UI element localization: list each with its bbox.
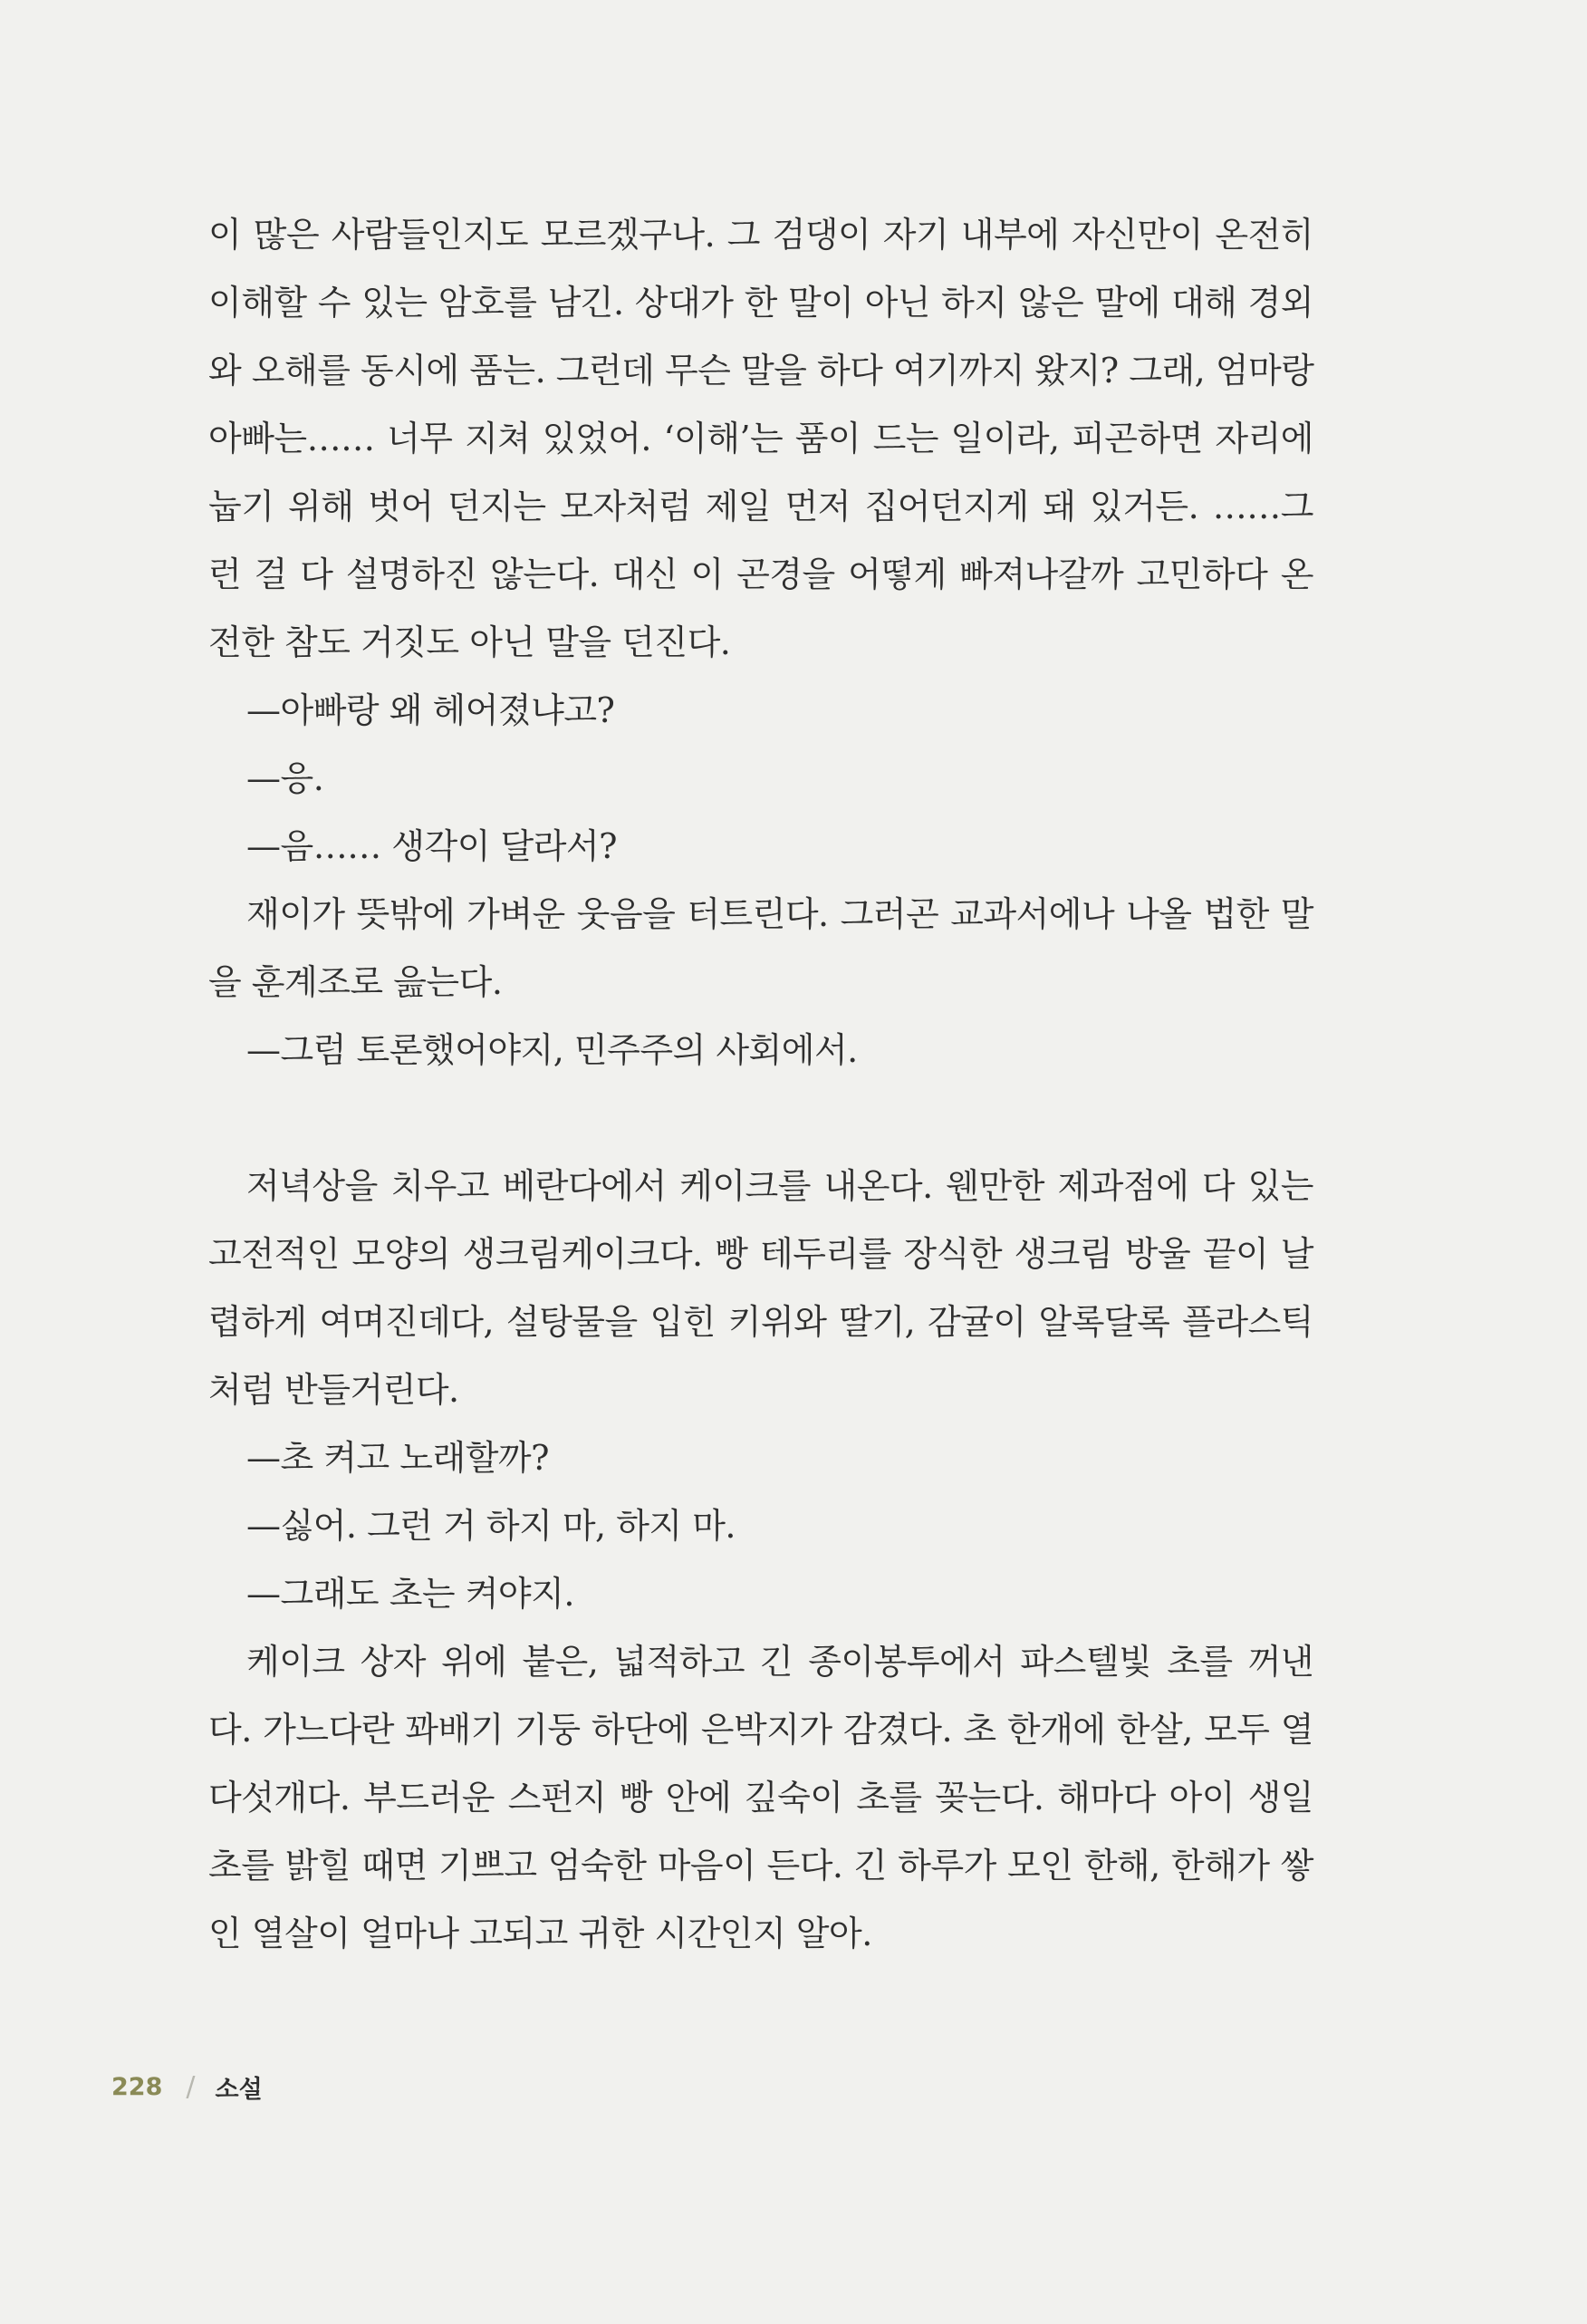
text-line: 아빠는…… 너무 지쳐 있었어. ‘이해’는 품이 드는 일이라, 피곤하면 자리에 — [208, 419, 1313, 458]
text-line: 다. 가느다란 꽈배기 기둥 하단에 은박지가 감겼다. 초 한개에 한살, 모두 열 — [208, 1710, 1313, 1750]
dialogue-line: —그래도 초는 켜야지. — [246, 1574, 574, 1614]
body-text — [208, 201, 1313, 1968]
page-footer — [111, 2068, 263, 2105]
page-number: 228 — [111, 2072, 163, 2101]
dialogue-line: —싫어. 그런 거 하지 마, 하지 마. — [246, 1506, 736, 1546]
text-line: 런 걸 다 설명하진 않는다. 대신 이 곤경을 어떻게 빠져나갈까 고민하다 온 — [208, 554, 1313, 594]
text-line: 전한 참도 거짓도 아닌 말을 던진다. — [208, 622, 731, 662]
text-line: 인 열살이 얼마나 고되고 귀한 시간인지 알아. — [208, 1914, 872, 1953]
text-line: 다섯개다. 부드러운 스펀지 빵 안에 깊숙이 초를 꽂는다. 해마다 아이 생일 — [208, 1778, 1313, 1818]
text-line: 을 훈계조로 읊는다. — [208, 962, 503, 1002]
section-label: 소설 — [215, 2075, 263, 2104]
text-line: 렵하게 여며진데다, 설탕물을 입힌 키위와 딸기, 감귤이 알록달록 플라스틱 — [208, 1302, 1313, 1342]
dialogue-line: —초 켜고 노래할까? — [246, 1438, 549, 1478]
text-line: 처럼 반들거린다. — [208, 1370, 459, 1410]
dialogue-line: —그럼 토론했어야지, 민주주의 사회에서. — [246, 1030, 858, 1070]
text-line: 고전적인 모양의 생크림케이크다. 빵 테두리를 장식한 생크림 방울 끝이 날 — [208, 1234, 1313, 1274]
text-line: 케이크 상자 위에 붙은, 넓적하고 긴 종이봉투에서 파스텔빛 초를 꺼낸 — [246, 1642, 1313, 1682]
footer-separator: / — [186, 2070, 196, 2103]
dialogue-line: —응. — [246, 758, 324, 798]
section-break — [208, 1085, 1313, 1152]
dialogue-line: —음…… 생각이 달라서? — [246, 826, 617, 866]
text-line: 저녁상을 치우고 베란다에서 케이크를 내온다. 웬만한 제과점에 다 있는 — [246, 1166, 1313, 1206]
text-line: 이해할 수 있는 암호를 남긴. 상대가 한 말이 아닌 하지 않은 말에 대해 경외 — [208, 283, 1313, 323]
text-line: 눕기 위해 벗어 던지는 모자처럼 제일 먼저 집어던지게 돼 있거든. ……그 — [208, 487, 1313, 526]
text-line: 와 오해를 동시에 품는. 그런데 무슨 말을 하다 여기까지 왔지? 그래, 엄마랑 — [208, 351, 1314, 391]
dialogue-line: —아빠랑 왜 헤어졌냐고? — [246, 690, 615, 730]
text-line: 초를 밝힐 때면 기쁘고 엄숙한 마음이 든다. 긴 하루가 모인 한해, 한해가 쌓 — [208, 1846, 1313, 1885]
text-line: 재이가 뜻밖에 가벼운 웃음을 터트린다. 그러곤 교과서에나 나올 법한 말 — [246, 894, 1313, 934]
text-line: 이 많은 사람들인지도 모르겠구나. 그 검댕이 자기 내부에 자신만이 온전히 — [208, 215, 1313, 255]
